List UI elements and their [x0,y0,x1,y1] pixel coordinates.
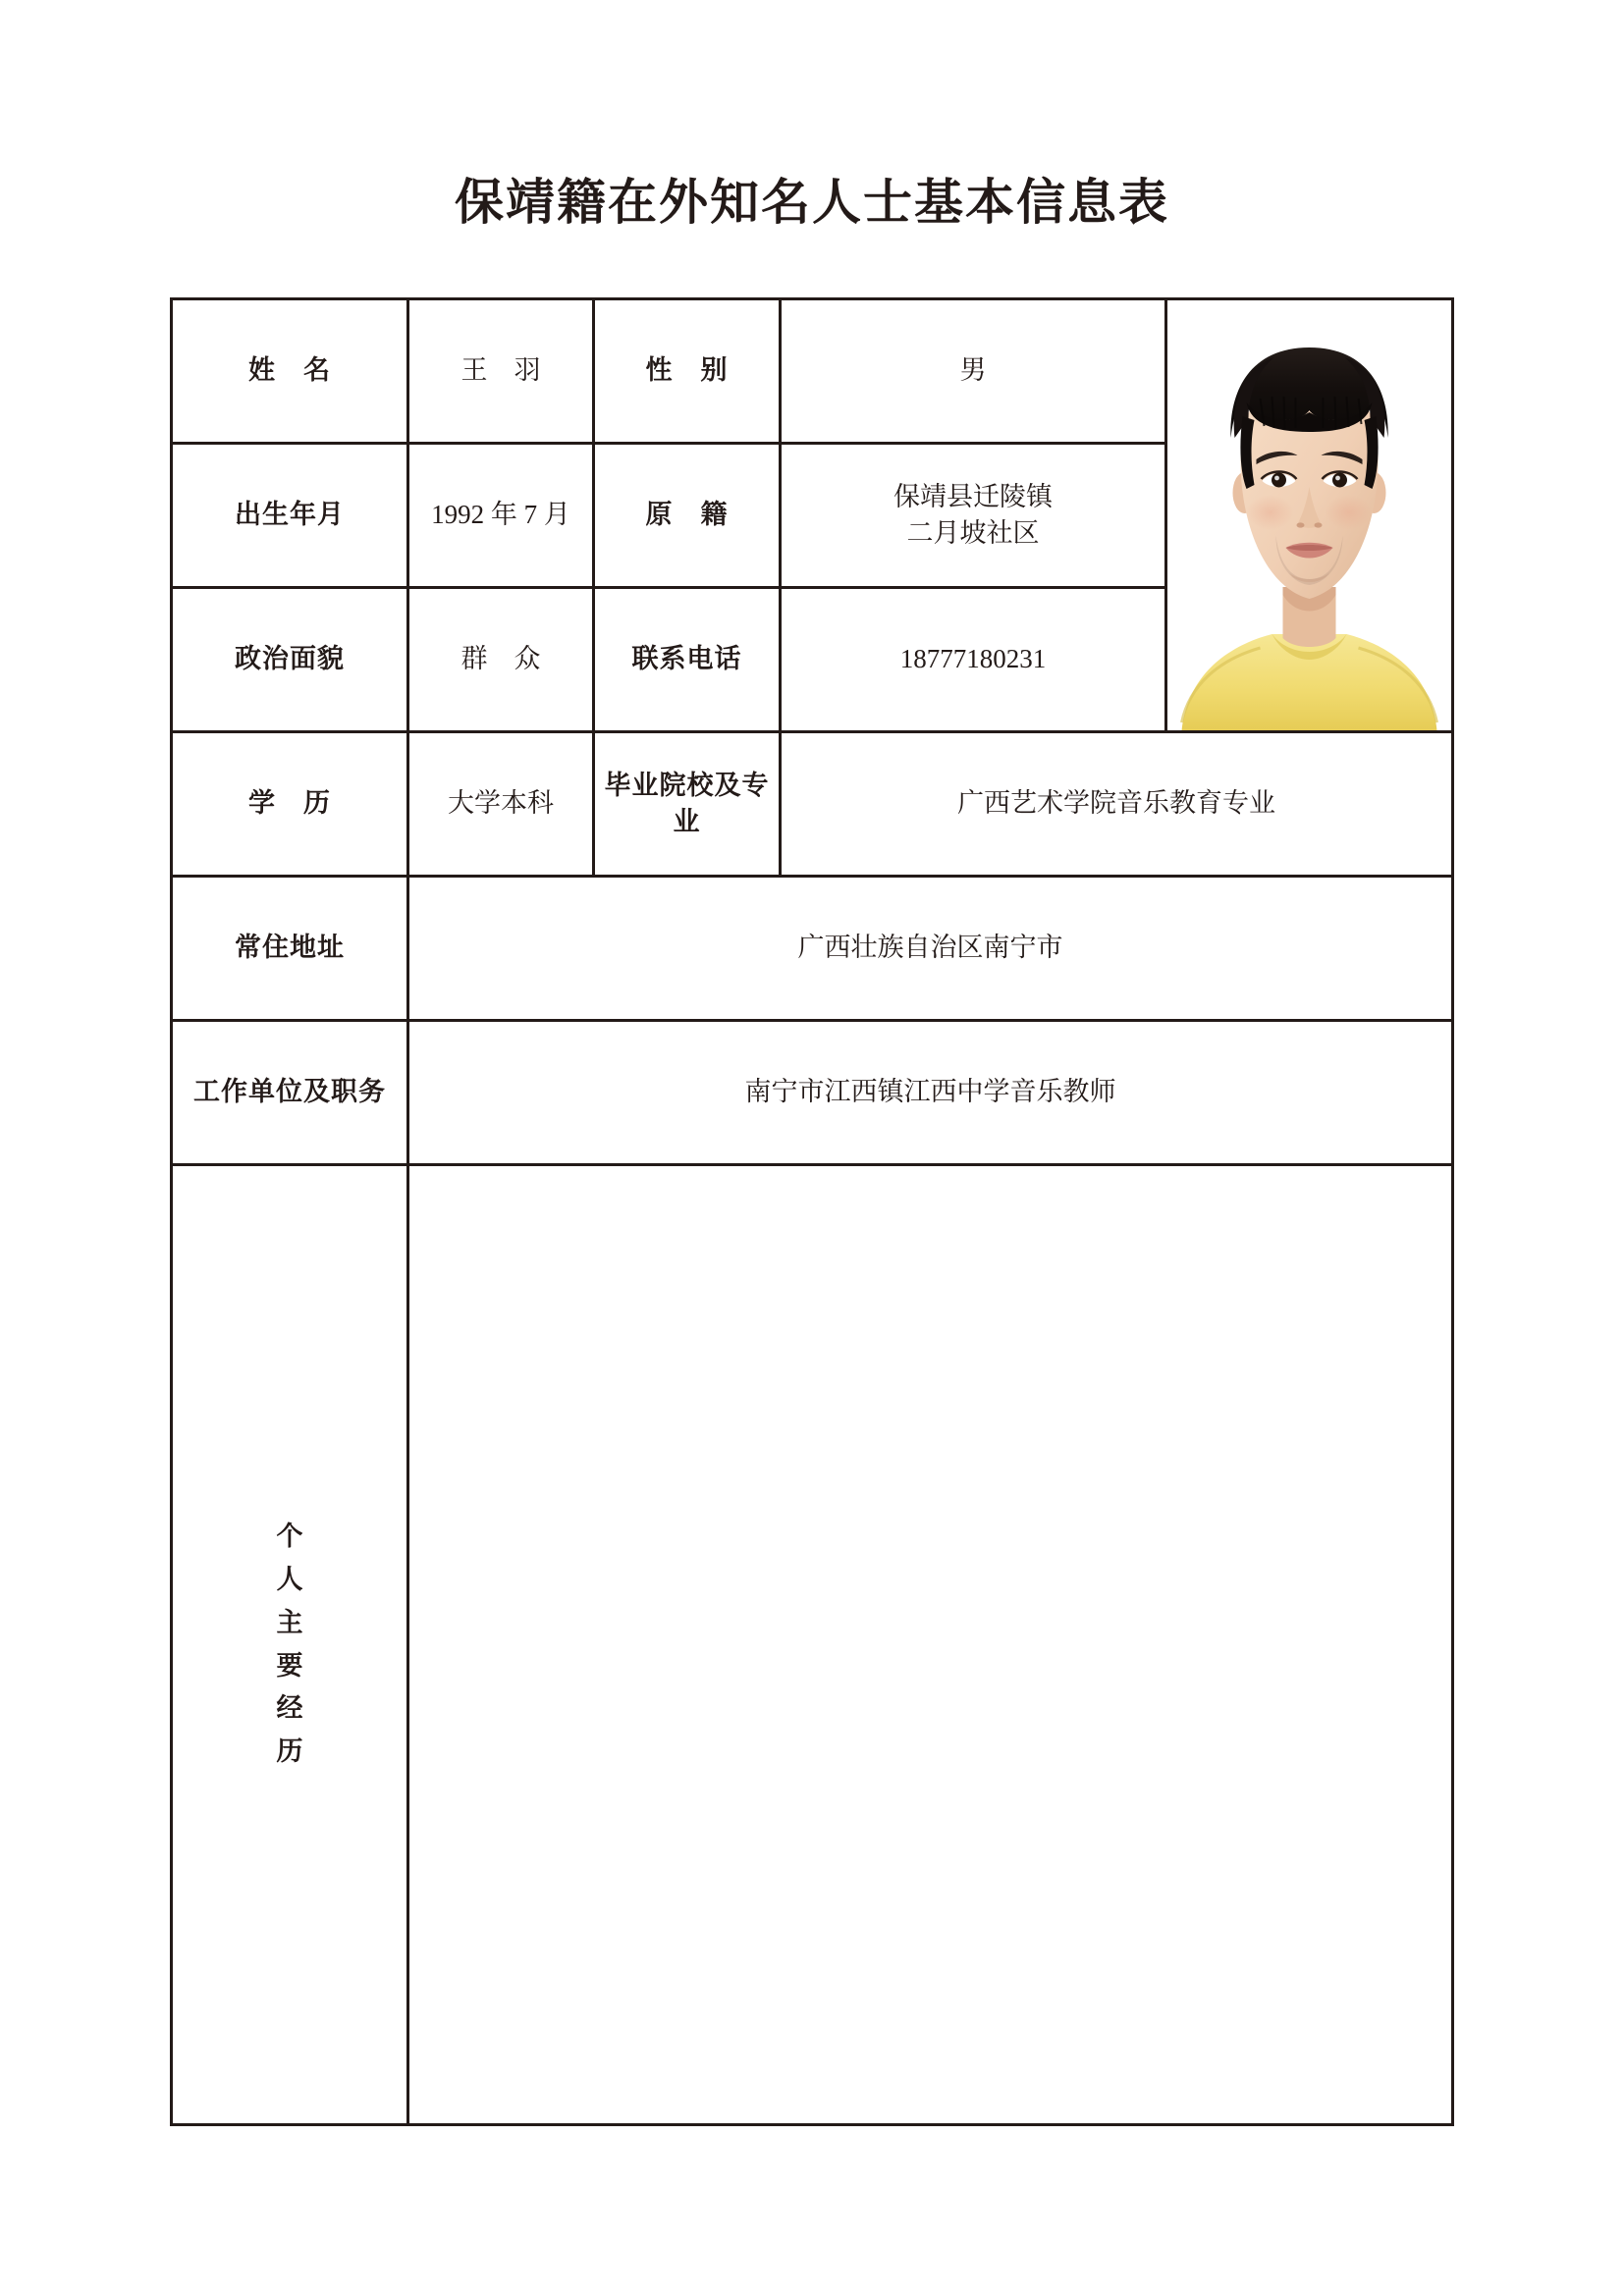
portrait-photo [1167,300,1451,730]
value-phone: 18777180231 [781,588,1166,732]
value-native-place [781,444,1166,588]
table-row-education [172,732,1453,877]
label-school-major: 毕业院校及专业 [594,732,781,877]
label-gender: 性 别 [594,299,781,444]
value-address: 广西壮族自治区南宁市 [408,877,1453,1021]
label-experience-char-3: 主 [276,1607,303,1637]
label-experience-char-1: 个 [276,1522,303,1552]
page-title: 保靖籍在外知名人士基本信息表 [455,175,1169,230]
label-experience [173,1516,406,1773]
label-experience-char-4: 要 [276,1650,303,1681]
label-phone: 联系电话 [594,588,781,732]
value-birth-date: 1992 年 7 月 [408,444,594,588]
table-row-address [172,877,1453,1021]
label-political-status: 政治面貌 [172,588,408,732]
label-experience-cell [172,1165,408,2125]
value-work-unit: 南宁市江西镇江西中学音乐教师 [408,1021,1453,1165]
label-experience-char-5: 经 [276,1693,303,1724]
portrait-photo-image [1167,300,1451,730]
personal-info-table [170,297,1454,2126]
label-birth-date: 出生年月 [172,444,408,588]
value-native-place-line2: 二月坡社区 [906,518,1040,548]
label-address: 常住地址 [172,877,408,1021]
label-experience-char-2: 人 [276,1565,303,1595]
value-experience-cell[interactable] [408,1165,1453,2125]
table-row-name [172,299,1453,444]
table-row-work-unit [172,1021,1453,1165]
label-work-unit: 工作单位及职务 [172,1021,408,1165]
label-name: 姓 名 [172,299,408,444]
value-education: 大学本科 [408,732,594,877]
value-gender: 男 [781,299,1166,444]
value-political-status: 群 众 [408,588,594,732]
table-row-experience [172,1165,1453,2125]
label-native-place: 原 籍 [594,444,781,588]
photo-cell [1166,299,1453,732]
value-native-place-line1: 保靖县迁陵镇 [893,481,1053,511]
value-name: 王 羽 [408,299,594,444]
label-experience-char-6: 历 [276,1735,303,1766]
value-school-major: 广西艺术学院音乐教育专业 [781,732,1453,877]
label-education: 学 历 [172,732,408,877]
